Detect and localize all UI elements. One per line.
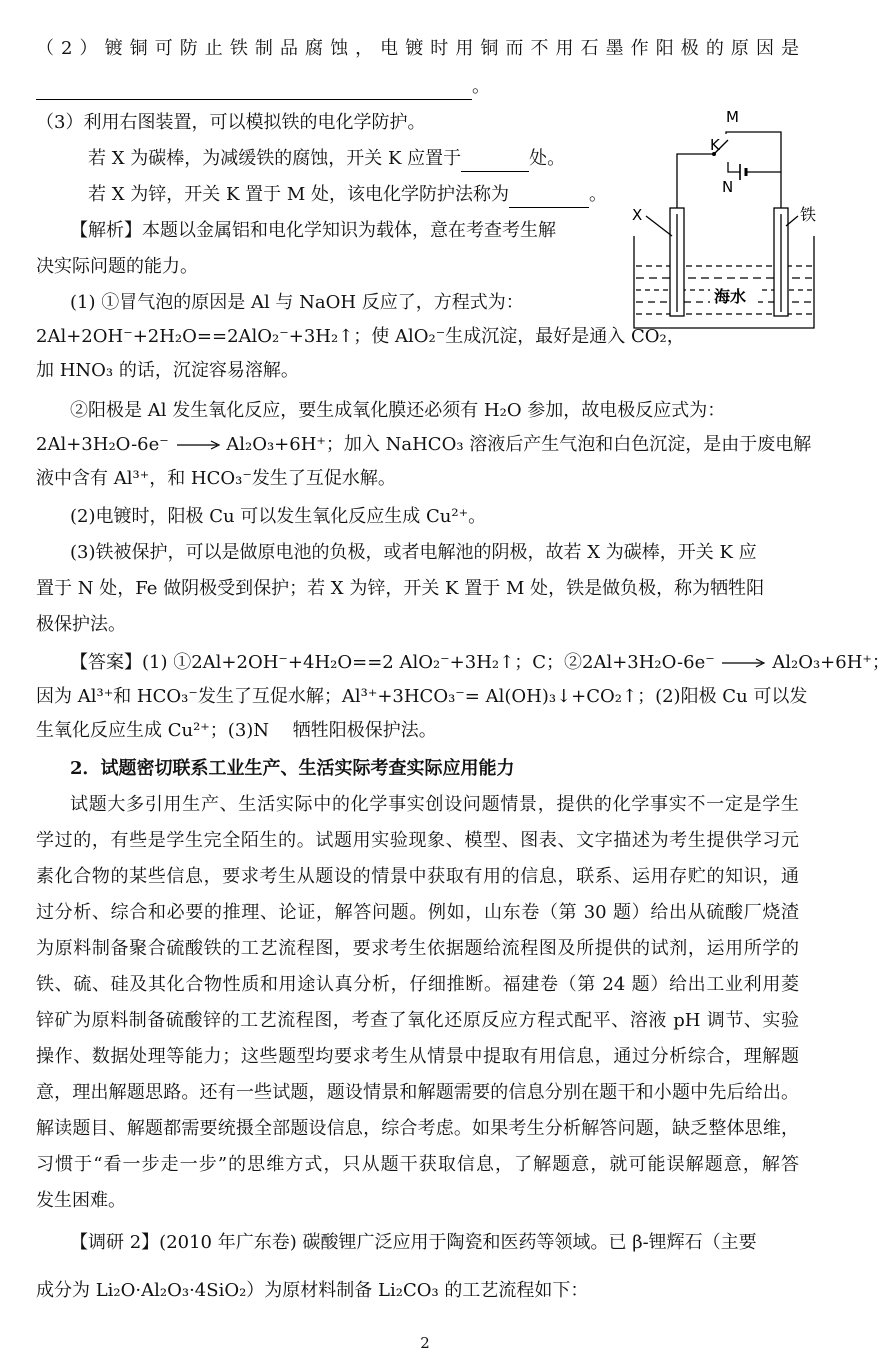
analysis-line-12: 极保护法。 [36, 614, 126, 635]
label-seawater: 海水 [714, 287, 747, 306]
q3-zinc-text: 若 X 为锌，开关 K 置于 M 处，该电化学防护法称为 [88, 184, 510, 205]
section2-paragraph-line: 铁、硫、硅及其化合物性质和用途认真分析，仔细推断。福建卷（第 24 题）给出工业利用菱 [36, 974, 799, 995]
section2-paragraph-line: 学过的，有些是学生完全陌生的。试题用实验现象、模型、图表、文字描述为考生提供学习元 [36, 830, 799, 851]
q3-carbon-end: 处。 [529, 148, 566, 169]
section2-paragraph-line: 操作、数据处理等能力；这些题型均要求考生从情景中提取有用信息，通过分析综合，理解题 [36, 1046, 799, 1067]
analysis-line-11: 置于 N 处，Fe 做阴极受到保护；若 X 为锌，开关 K 置于 M 处，铁是做负极，称为牺牲阳 [36, 578, 765, 599]
q2-line1: （2）镀铜可防止铁制品腐蚀，电镀时用铜而不用石墨作阳极的原因是 [36, 38, 799, 59]
section2-paragraph-line: 素化合物的某些信息，要求考生从题设的情景中获取有用的信息，联系、运用存贮的知识，通 [36, 866, 799, 887]
answer-equation-right: Al₂O₃+6H⁺； [772, 652, 890, 673]
reaction-arrow-icon [720, 658, 766, 668]
q3-intro: （3）利用右图装置，可以模拟铁的电化学防护。 [36, 112, 426, 133]
q3-zinc-end: 。 [589, 184, 608, 205]
analysis-line-5: 加 HNO₃ 的话，沉淀容易溶解。 [36, 360, 299, 381]
analysis-line-8: 液中含有 Al³⁺，和 HCO₃⁻发生了互促水解。 [36, 468, 396, 489]
q3-method-blank[interactable] [509, 189, 589, 208]
page-number: 2 [420, 1334, 430, 1352]
q3-switch-blank[interactable] [461, 153, 529, 172]
analysis-line-7 [36, 432, 811, 458]
label-N: N [722, 178, 734, 196]
section2-paragraph-line: 试题大多引用生产、生活实际中的化学事实创设问题情景，提供的化学事实不一定是学生 [70, 794, 799, 815]
analysis-line-9: (2)电镀时，阳极 Cu 可以发生氧化反应生成 Cu²⁺。 [70, 506, 487, 527]
reaction-arrow-icon [175, 440, 221, 450]
q2-answer-line [36, 74, 490, 100]
anode-equation-right: Al₂O₃+6H⁺；加入 NaHCO₃ 溶液后产生气泡和白色沉淀，是由于废电解 [226, 434, 812, 455]
research2-line-1: 【调研 2】(2010 年广东卷) 碳酸锂广泛应用于陶瓷和医药等领域。已 β-锂辉石（主要 [70, 1232, 757, 1253]
section2-paragraph-line: 解读题目、解题都需要统摄全部题设信息，综合考虑。如果考生分析解答问题，缺乏整体思维， [36, 1118, 799, 1139]
section-heading: 2．试题密切联系工业生产、生活实际考查实际应用能力 [70, 758, 515, 779]
q3-carbon-text: 若 X 为碳棒，为减缓铁的腐蚀，开关 K 应置于 [88, 148, 462, 169]
analysis-line-6: ②阳极是 Al 发生氧化反应，要生成氧化膜还必须有 H₂O 参加，故电极反应式为： [70, 400, 726, 421]
answer-line-1 [70, 650, 890, 676]
q3-line-zinc [88, 182, 607, 208]
electrochemical-apparatus-figure [622, 98, 822, 358]
analysis-line-1: 【解析】本题以金属铝和电化学知识为载体，意在考查考生解 [70, 220, 556, 241]
answer-line-2: 因为 Al³⁺和 HCO₃⁻发生了互促水解；Al³⁺+3HCO₃⁻= Al(OH)₃↓+CO₂↑；(2)阳极 Cu 可以发 [36, 686, 808, 707]
q2-end-mark: 。 [472, 76, 490, 97]
analysis-line-4: 2Al+2OH⁻+2H₂O==2AlO₂⁻+3H₂↑；使 AlO₂⁻生成沉淀，最好是通入 CO₂， [36, 326, 685, 347]
section2-paragraph-line: 过分析、综合和必要的推理、论证，解答问题。例如，山东卷（第 30 题）给出从硫酸厂烧渣 [36, 902, 799, 923]
q3-line-carbon [88, 146, 565, 172]
section2-paragraph-line: 锌矿为原料制备硫酸锌的工艺流程图，考查了氧化还原反应方程式配平、溶液 pH 调节、实验 [36, 1010, 799, 1031]
analysis-line-10: (3)铁被保护，可以是做原电池的负极，或者电解池的阴极，故若 X 为碳棒，开关 K 应 [70, 542, 757, 563]
answer-equation-left: 【答案】(1) ①2Al+2OH⁻+4H₂O==2 AlO₂⁻+3H₂↑；C；②2Al+3H₂O-6e⁻ [70, 652, 715, 673]
label-M: M [726, 108, 739, 126]
section2-paragraph-line: 习惯于“看一步走一步”的思维方式，只从题干获取信息，了解题意，就可能误解题意，解答 [36, 1154, 799, 1175]
section2-paragraph-line: 发生困难。 [36, 1190, 126, 1211]
analysis-line-2: 决实际问题的能力。 [36, 256, 198, 277]
label-X: X [632, 206, 643, 224]
research2-line-2: 成分为 Li₂O·Al₂O₃·4SiO₂）为原材料制备 Li₂CO₃ 的工艺流程如下： [36, 1280, 589, 1301]
anode-equation-left: 2Al+3H₂O-6e⁻ [36, 434, 169, 455]
section2-paragraph-line: 为原料制备聚合硫酸铁的工艺流程图，要求考生依据题给流程图及所提供的试剂，运用所学的 [36, 938, 799, 959]
label-iron: 铁 [800, 205, 817, 224]
label-K: K [710, 136, 720, 154]
analysis-line-3: (1) ①冒气泡的原因是 Al 与 NaOH 反应了，方程式为： [70, 292, 524, 313]
section2-paragraph-line: 意，理出解题思路。还有一些试题，题设情景和解题需要的信息分别在题干和小题中先后给出。 [36, 1082, 799, 1103]
answer-line-3: 生氧化反应生成 Cu²⁺；(3)N 牺牲阳极保护法。 [36, 720, 437, 741]
q2-answer-blank[interactable] [36, 81, 472, 100]
